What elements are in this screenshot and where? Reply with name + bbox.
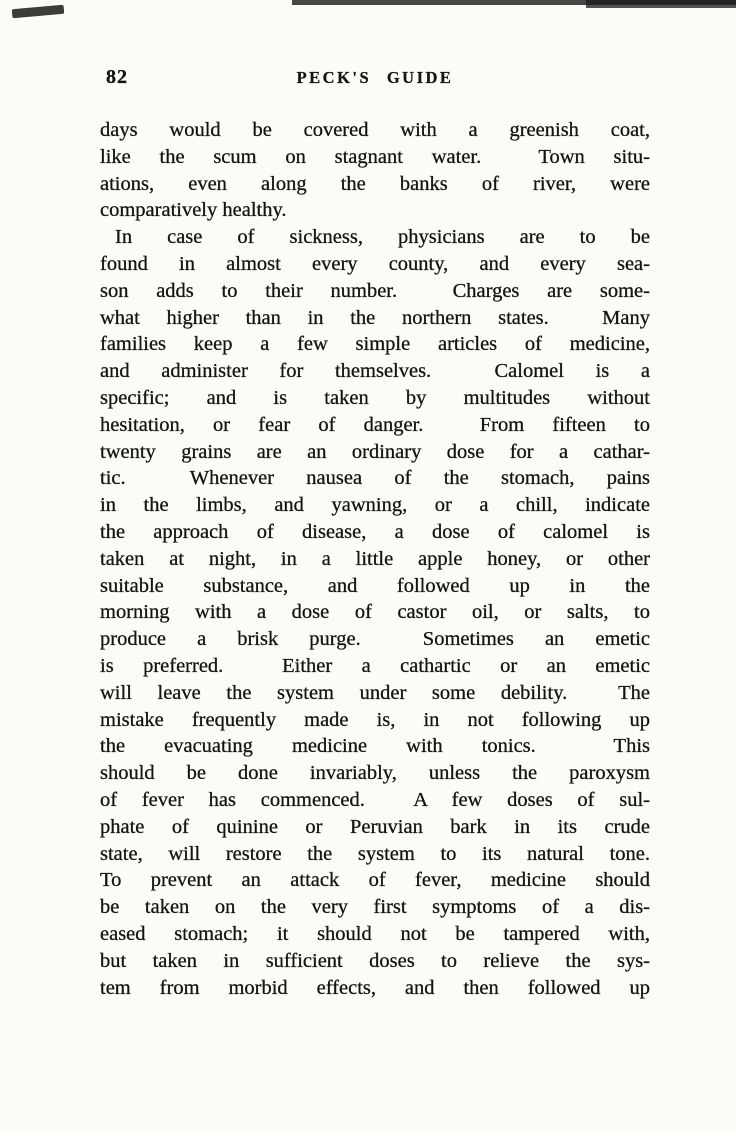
- text-line: is preferred. Either a cathartic or an emetic: [100, 654, 650, 677]
- text-line: the evacuating medicine with tonics. This: [100, 735, 650, 758]
- text-line: what higher than in the northern states. Many: [100, 306, 650, 329]
- scan-artifact-top-right: [586, 0, 736, 8]
- text-line: like the scum on stagnant water. Town situ-: [100, 145, 650, 168]
- text-line: but taken in sufficient doses to relieve the sys-: [100, 949, 650, 972]
- text-line: ations, even along the banks of river, were: [100, 172, 650, 195]
- text-line: produce a brisk purge. Sometimes an emetic: [100, 628, 650, 651]
- text-line: mistake frequently made is, in not following up: [100, 708, 650, 731]
- text-line: son adds to their number. Charges are some-: [100, 279, 650, 302]
- text-line: in the limbs, and yawning, or a chill, indicate: [100, 494, 650, 517]
- text-line: found in almost every county, and every sea-: [100, 252, 650, 275]
- paragraph: [100, 224, 650, 1001]
- text-line: will leave the system under some debility. The: [100, 681, 650, 704]
- text-line: In case of sickness, physicians are to be: [115, 226, 650, 249]
- text-line: tic. Whenever nausea of the stomach, pains: [100, 467, 650, 490]
- text-line: and administer for themselves. Calomel is a: [100, 360, 650, 383]
- scan-artifact-top-left: [12, 5, 65, 18]
- text-line: specific; and is taken by multitudes without: [100, 386, 650, 409]
- text-line: should be done invariably, unless the paroxysm: [100, 762, 650, 785]
- paragraph: [100, 117, 650, 224]
- running-title: PECK'S GUIDE: [296, 68, 454, 87]
- text-line: of fever has commenced. A few doses of sul-: [100, 788, 650, 811]
- text-line: phate of quinine or Peruvian bark in its crude: [100, 815, 650, 838]
- text-line: days would be covered with a greenish coat,: [100, 119, 650, 141]
- text-line: To prevent an attack of fever, medicine should: [100, 869, 650, 892]
- text-line: the approach of disease, a dose of calomel is: [100, 520, 650, 543]
- text-line: comparatively healthy.: [100, 199, 287, 222]
- text-line: twenty grains are an ordinary dose for a cathar-: [100, 440, 650, 463]
- text-line: families keep a few simple articles of medicine,: [100, 333, 650, 356]
- page-header: [100, 66, 650, 90]
- text-line: morning with a dose of castor oil, or salts, to: [100, 601, 650, 624]
- text-line: state, will restore the system to its natural tone.: [100, 842, 650, 865]
- text-line: tem from morbid effects, and then followed up: [100, 976, 650, 999]
- page-number: 82: [106, 66, 128, 88]
- text-line: hesitation, or fear of danger. From fifteen to: [100, 413, 650, 436]
- text-line: eased stomach; it should not be tampered with,: [100, 922, 650, 945]
- text-line: be taken on the very first symptoms of a dis-: [100, 896, 650, 919]
- text-line: suitable substance, and followed up in the: [100, 574, 650, 597]
- text-line: taken at night, in a little apple honey, or other: [100, 547, 650, 570]
- body-text: [100, 117, 650, 1001]
